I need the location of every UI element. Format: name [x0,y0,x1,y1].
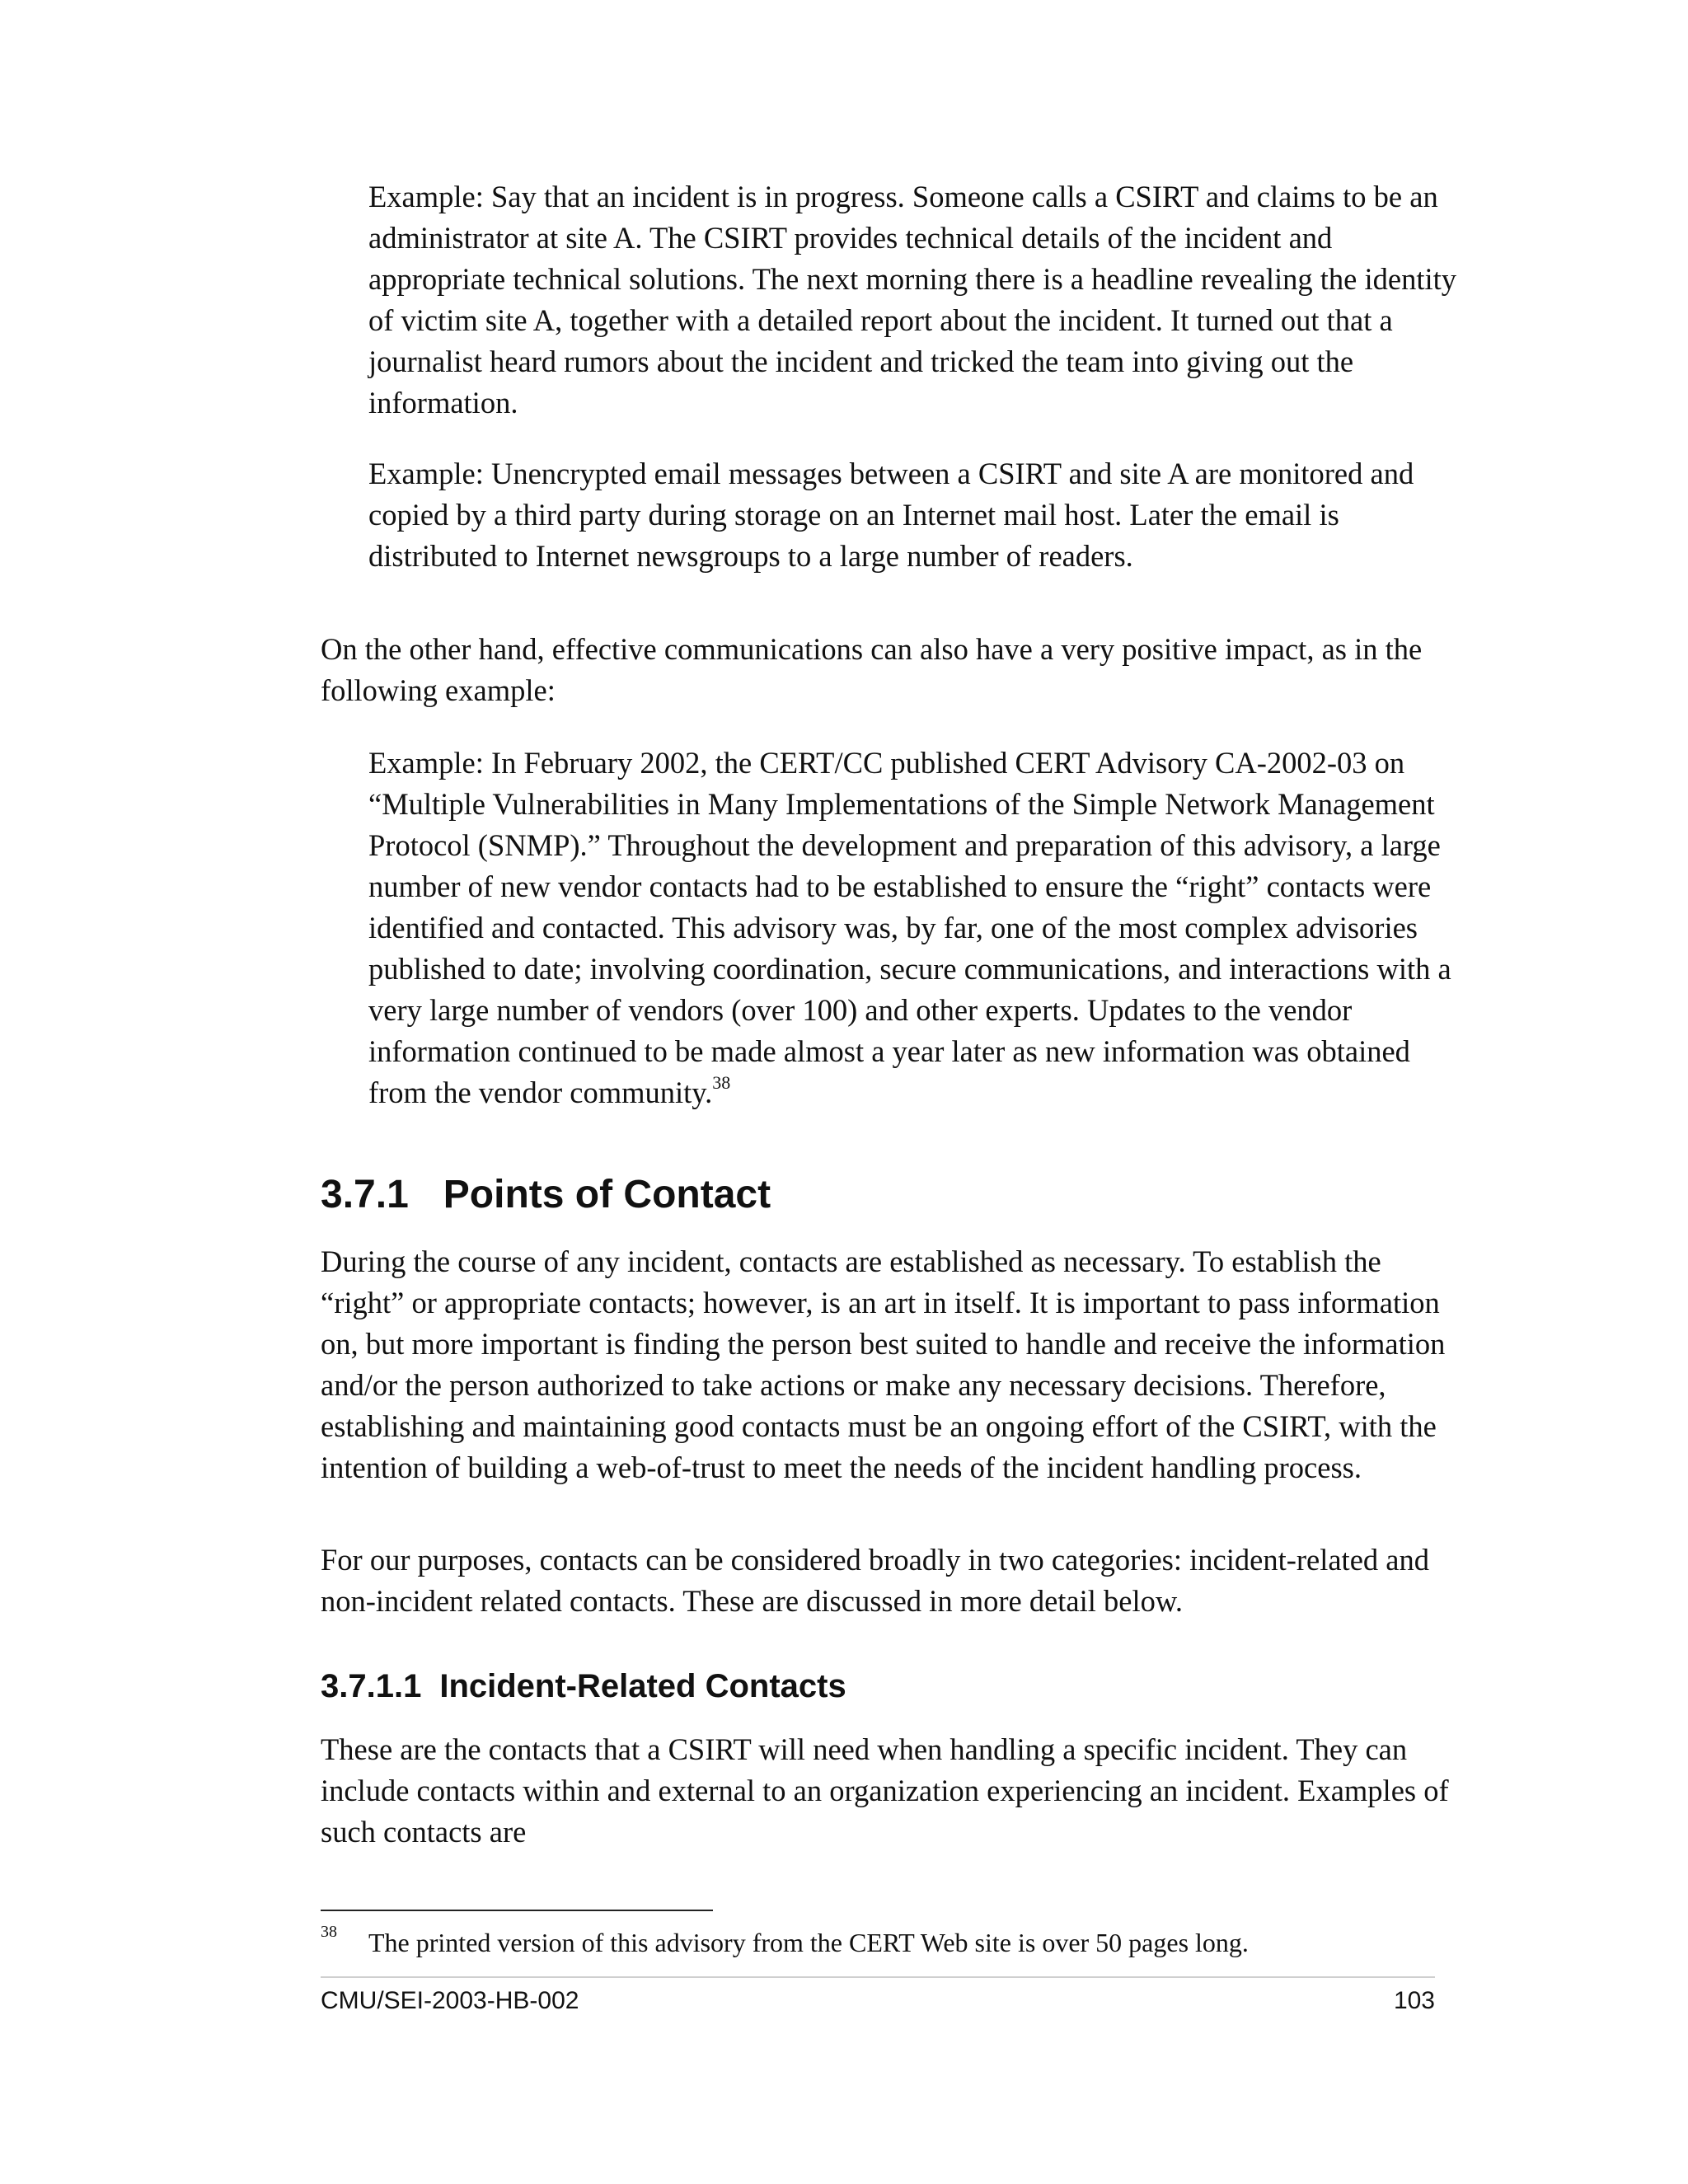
body-paragraph-positive-impact: On the other hand, effective communications can also have a very positive impact, as in the following example: [321,632,1423,707]
section-number: 3.7.1 [321,1173,409,1216]
body-paragraph-incident-contacts: These are the contacts that a CSIRT will need when handling a specific incident. They can include contacts within and external to an organization experiencing an incident. Examples of such contacts are [321,1732,1449,1849]
footer-divider [321,1976,1435,1978]
body-paragraph-contacts-intro: During the course of any incident, contacts are established as necessary. To establish the “right” or appropriate contacts; however, is an art in itself. It is important to pass information on, but more important is finding the person best suited to handle and receive the information and/or the person authorized to take actions or make any necessary decisions. Therefore, establishing and maintaining good contacts must be an ongoing effort of the CSIRT, with the intention of building a web-of-trust to meet the needs of the incident handling process. [321,1244,1446,1484]
footnote-text: The printed version of this advisory from the CERT Web site is over 50 pages long. [368,1928,1249,1957]
section-title: Points of Contact [443,1173,771,1216]
example-paragraph-snmp-text: Example: In February 2002, the CERT/CC published CERT Advisory CA-2002-03 on “Multiple Vulnerabilities in Many Implementations of the Simple Network Management Protocol (SNMP).” Throughout the development and preparation of this advisory, a large number of new vendor contacts had to be established to ensure the “right” contacts were identified and contacted. This advisory was, by far, one of the most complex advisories published to date; involving coordination, secure communications, and interactions with a very large number of vendors (over 100) and other experts. Updates to the vendor information continued to be made almost a year later as new information was obtained from the vendor community. [368,746,1451,1109]
example-paragraph-journalist: Example: Say that an incident is in progress. Someone calls a CSIRT and claims to be an administrator at site A. The CSIRT provides technical details of the incident and appropriate technical solutions. The next morning there is a headline revealing the identity of victim site A, together with a detailed report about the incident. It turned out that a journalist heard rumors about the incident and tricked the team into giving out the information. [368,180,1457,419]
subsection-title: Incident-Related Contacts [439,1668,846,1704]
footnote: 38 The printed version of this advisory from the CERT Web site is over 50 pages long. [321,1923,1249,1957]
body-paragraph-categories: For our purposes, contacts can be considered broadly in two categories: incident-related and non-incident related contacts. These are discussed in more detail below. [321,1543,1429,1618]
footer-document-id: CMU/SEI-2003-HB-002 [321,1987,579,2014]
example-paragraph-email: Example: Unencrypted email messages between a CSIRT and site A are monitored and copied by a third party during storage on an Internet mail host. Later the email is distributed to Internet newsgroups to a large number of readers. [368,457,1414,573]
example-paragraph-snmp [368,743,1456,1113]
subsection-heading [321,1665,846,1708]
footnote-reference[interactable]: 38 [712,1071,731,1093]
subsection-number: 3.7.1.1 [321,1668,422,1704]
footnote-divider [321,1910,713,1911]
section-heading [321,1170,771,1220]
footer-page-number: 103 [1393,1987,1435,2014]
